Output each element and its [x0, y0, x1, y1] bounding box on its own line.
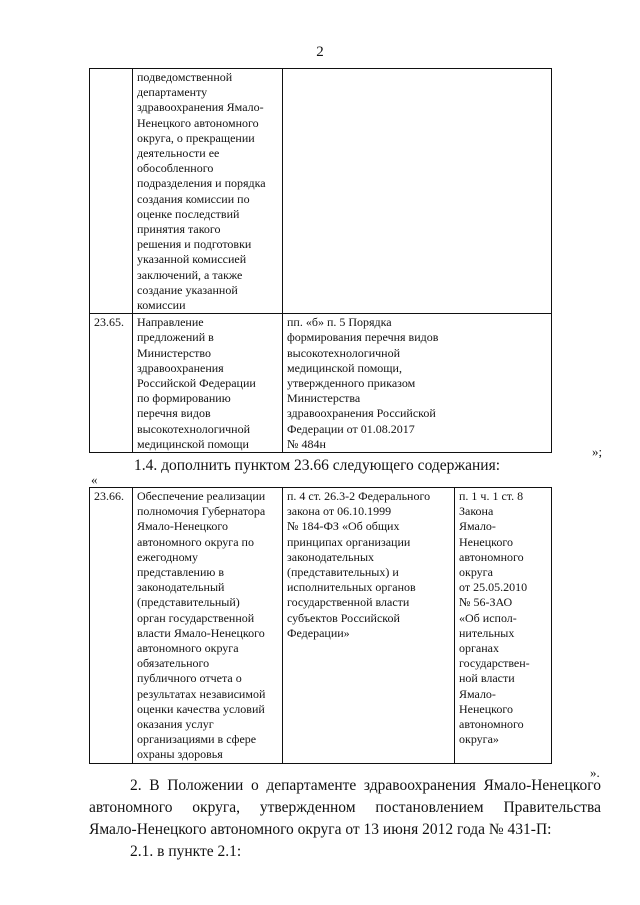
regional-law-cell: п. 1 ч. 1 ст. 8 Закона Ямало- Ненецкого автономного округа от 25.05.2010 № 56-ЗАО «Об испол- нительных органах государствен- ной власти Ямало- Ненецкого автономного округа» [455, 488, 552, 764]
function-cell: подведомственной департаменту здравоохранения Ямало- Ненецкого автономного округа, о прекращении деятельности ее обособленного подразделения и порядка создания комиссии по оценке последствий принятия такого решения и подготовки указанной комиссией заключений, а также создание указанной комиссии [133, 69, 283, 314]
paragraph-2-1: 2.1. в пункте 2.1: [130, 843, 242, 860]
table-row [90, 69, 552, 314]
legal-basis-cell: пп. «б» п. 5 Порядка формирования перечня видов высокотехнологичной медицинской помощи, утвержденного приказом Министерства здравоохранения Российской Федерации от 01.08.2017 № 484н [283, 314, 552, 453]
row-number-cell [90, 69, 133, 314]
legal-basis-cell [283, 69, 552, 314]
opening-quote: « [91, 472, 98, 487]
page-number: 2 [316, 44, 324, 60]
closing-quote: »; [592, 444, 603, 459]
row-number-cell: 23.66. [90, 488, 133, 764]
function-cell: Обеспечение реализации полномочия Губернатора Ямало-Ненецкого автономного округа по ежегодному представлению в законодательный (представительный) орган государственной власти Ямало-Ненецкого автономного округа обязательного публичного отчета о результатах независимой оценки качества условий оказания услуг организациями в сфере охраны здоровья [133, 488, 283, 764]
paragraph-1-4: 1.4. дополнить пунктом 23.66 следующего содержания: [134, 457, 500, 474]
functions-table-continued [89, 68, 552, 453]
paragraph-2-line-2: автономного округа, утвержденном постановлением Правительства [89, 799, 601, 816]
row-number-cell: 23.65. [90, 314, 133, 453]
table-row [90, 488, 552, 764]
function-cell: Направление предложений в Министерство здравоохранения Российской Федерации по формированию перечня видов высокотехнологичной медицинской помощи [133, 314, 283, 453]
table-row [90, 314, 552, 453]
closing-quote: ». [590, 765, 600, 780]
federal-law-cell: п. 4 ст. 26.3-2 Федерального закона от 06.10.1999 № 184-ФЗ «Об общих принципах организации законодательных (представительных) и исполнительных органов государственной власти субъектов Российской Федерации» [283, 488, 455, 764]
paragraph-2-line-1: 2. В Положении о департаменте здравоохранения Ямало-Ненецкого [130, 777, 601, 794]
paragraph-2-line-3: Ямало-Ненецкого автономного округа от 13 июня 2012 года № 431-П: [89, 821, 552, 838]
new-item-table [89, 487, 552, 764]
